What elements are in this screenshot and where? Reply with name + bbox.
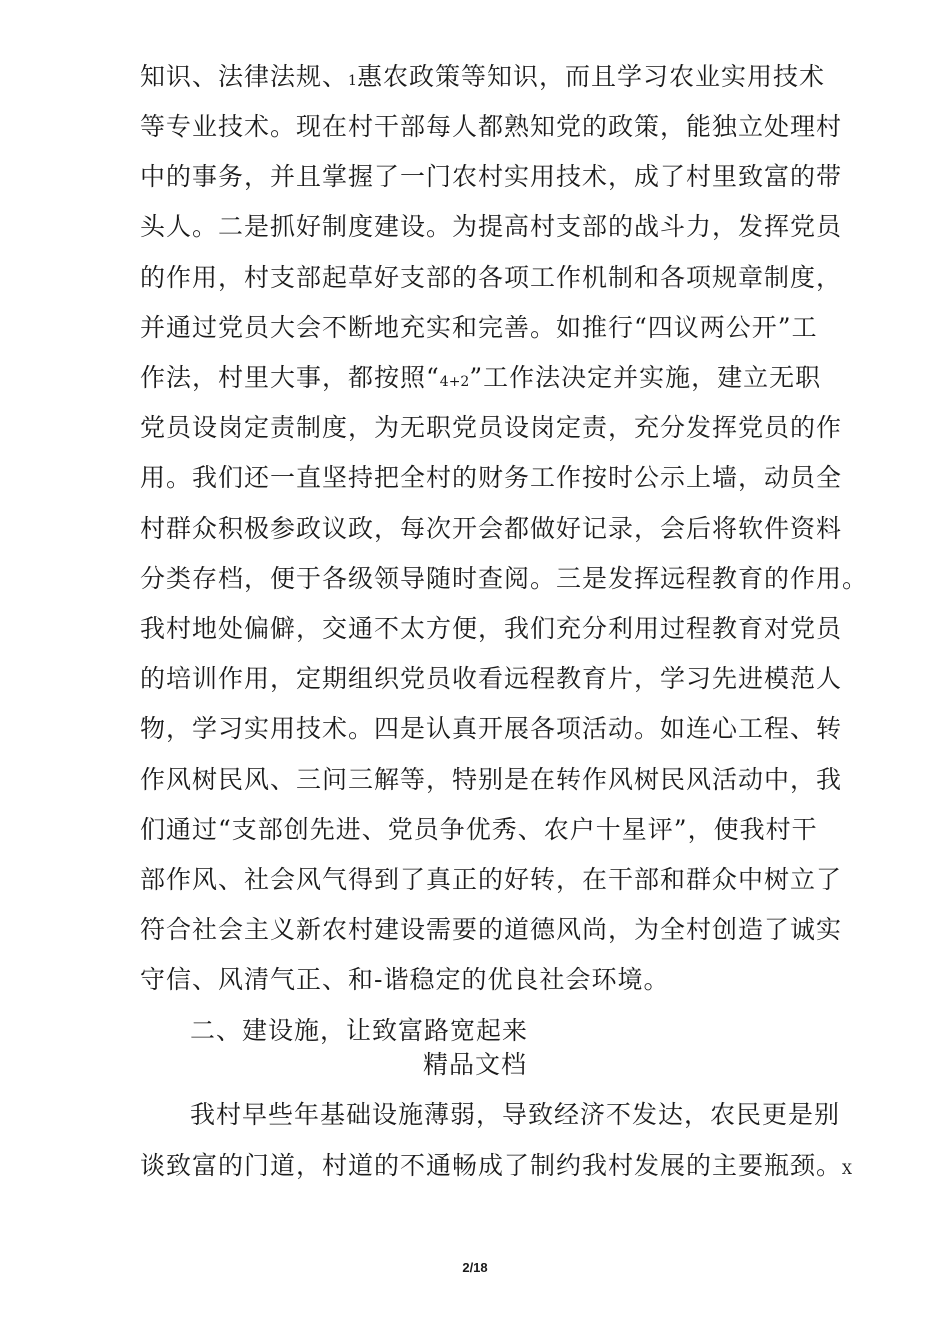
watermark-text: 精品文档: [422, 1050, 527, 1079]
text-line: 守信、风清气正、和-谐稳定的优良社会环境。: [140, 965, 670, 994]
text-line: 们通过“支部创先进、党员争优秀、农户十星评”，使我村干: [140, 815, 818, 844]
text-line: 中的事务，并且掌握了一门农村实用技术，成了村里致富的带: [140, 162, 843, 191]
text-line: 作风树民风、三问三解等，特别是在转作风树民风活动中，我: [140, 765, 843, 794]
text-line: 等专业技术。现在村干部每人都熟知党的政策，能独立处理村: [140, 112, 843, 141]
section-heading: 二、建设施，让致富路宽起来: [190, 1016, 529, 1045]
text-line: 我村地处偏僻，交通不太方便，我们充分利用过程教育对党员: [140, 614, 843, 643]
text-line: 我村早些年基础设施薄弱，导致经济不发达，农民更是别: [190, 1100, 841, 1129]
text-line: 符合社会主义新农村建设需要的道德风尚，为全村创造了诚实: [140, 915, 843, 944]
text-line: [140, 363, 821, 397]
text-segment: 作法，村里大事，都按照“: [140, 363, 440, 392]
text-line: 头人。二是抓好制度建设。为提高村支部的战斗力，发挥党员: [140, 212, 843, 241]
text-line: 并通过党员大会不断地充实和完善。如推行“四议两公开”工: [140, 313, 818, 342]
text-line: 用。我们还一直坚持把全村的财务工作按时公示上墙，动员全: [140, 463, 843, 492]
text-line: 分类存档，便于各级领导随时查阅。三是发挥远程教育的作用。: [140, 564, 869, 593]
text-segment-small: 4+2: [439, 374, 470, 390]
text-segment: ”工作法决定并实施，建立无职: [469, 363, 822, 392]
text-segment-small: X: [842, 1162, 852, 1178]
text-segment: 谈致富的门道，村道的不通畅成了制约我村发展的主要瓶颈。: [140, 1151, 843, 1180]
text-line: 的培训作用，定期组织党员收看远程教育片，学习先进模范人: [140, 664, 843, 693]
text-line: 部作风、社会风气得到了真正的好转，在干部和群众中树立了: [140, 865, 843, 894]
text-line: [140, 62, 825, 96]
text-line: 物，学习实用技术。四是认真开展各项活动。如连心工程、转: [140, 714, 843, 743]
text-line: [140, 1151, 852, 1185]
text-line: 党员设岗定责制度，为无职党员设岗定责，充分发挥党员的作: [140, 413, 843, 442]
page-number: 2/18: [462, 1260, 488, 1275]
text-segment: 惠农政策等知识，而且学习农业实用技术: [356, 62, 825, 91]
text-line: 的作用，村支部起草好支部的各项工作机制和各项规章制度，: [140, 263, 843, 292]
text-line: 村群众积极参政议政，每次开会都做好记录，会后将软件资料: [140, 514, 843, 543]
text-segment: 知识、法律法规、: [140, 62, 349, 91]
text-segment-small: 1: [348, 73, 357, 89]
